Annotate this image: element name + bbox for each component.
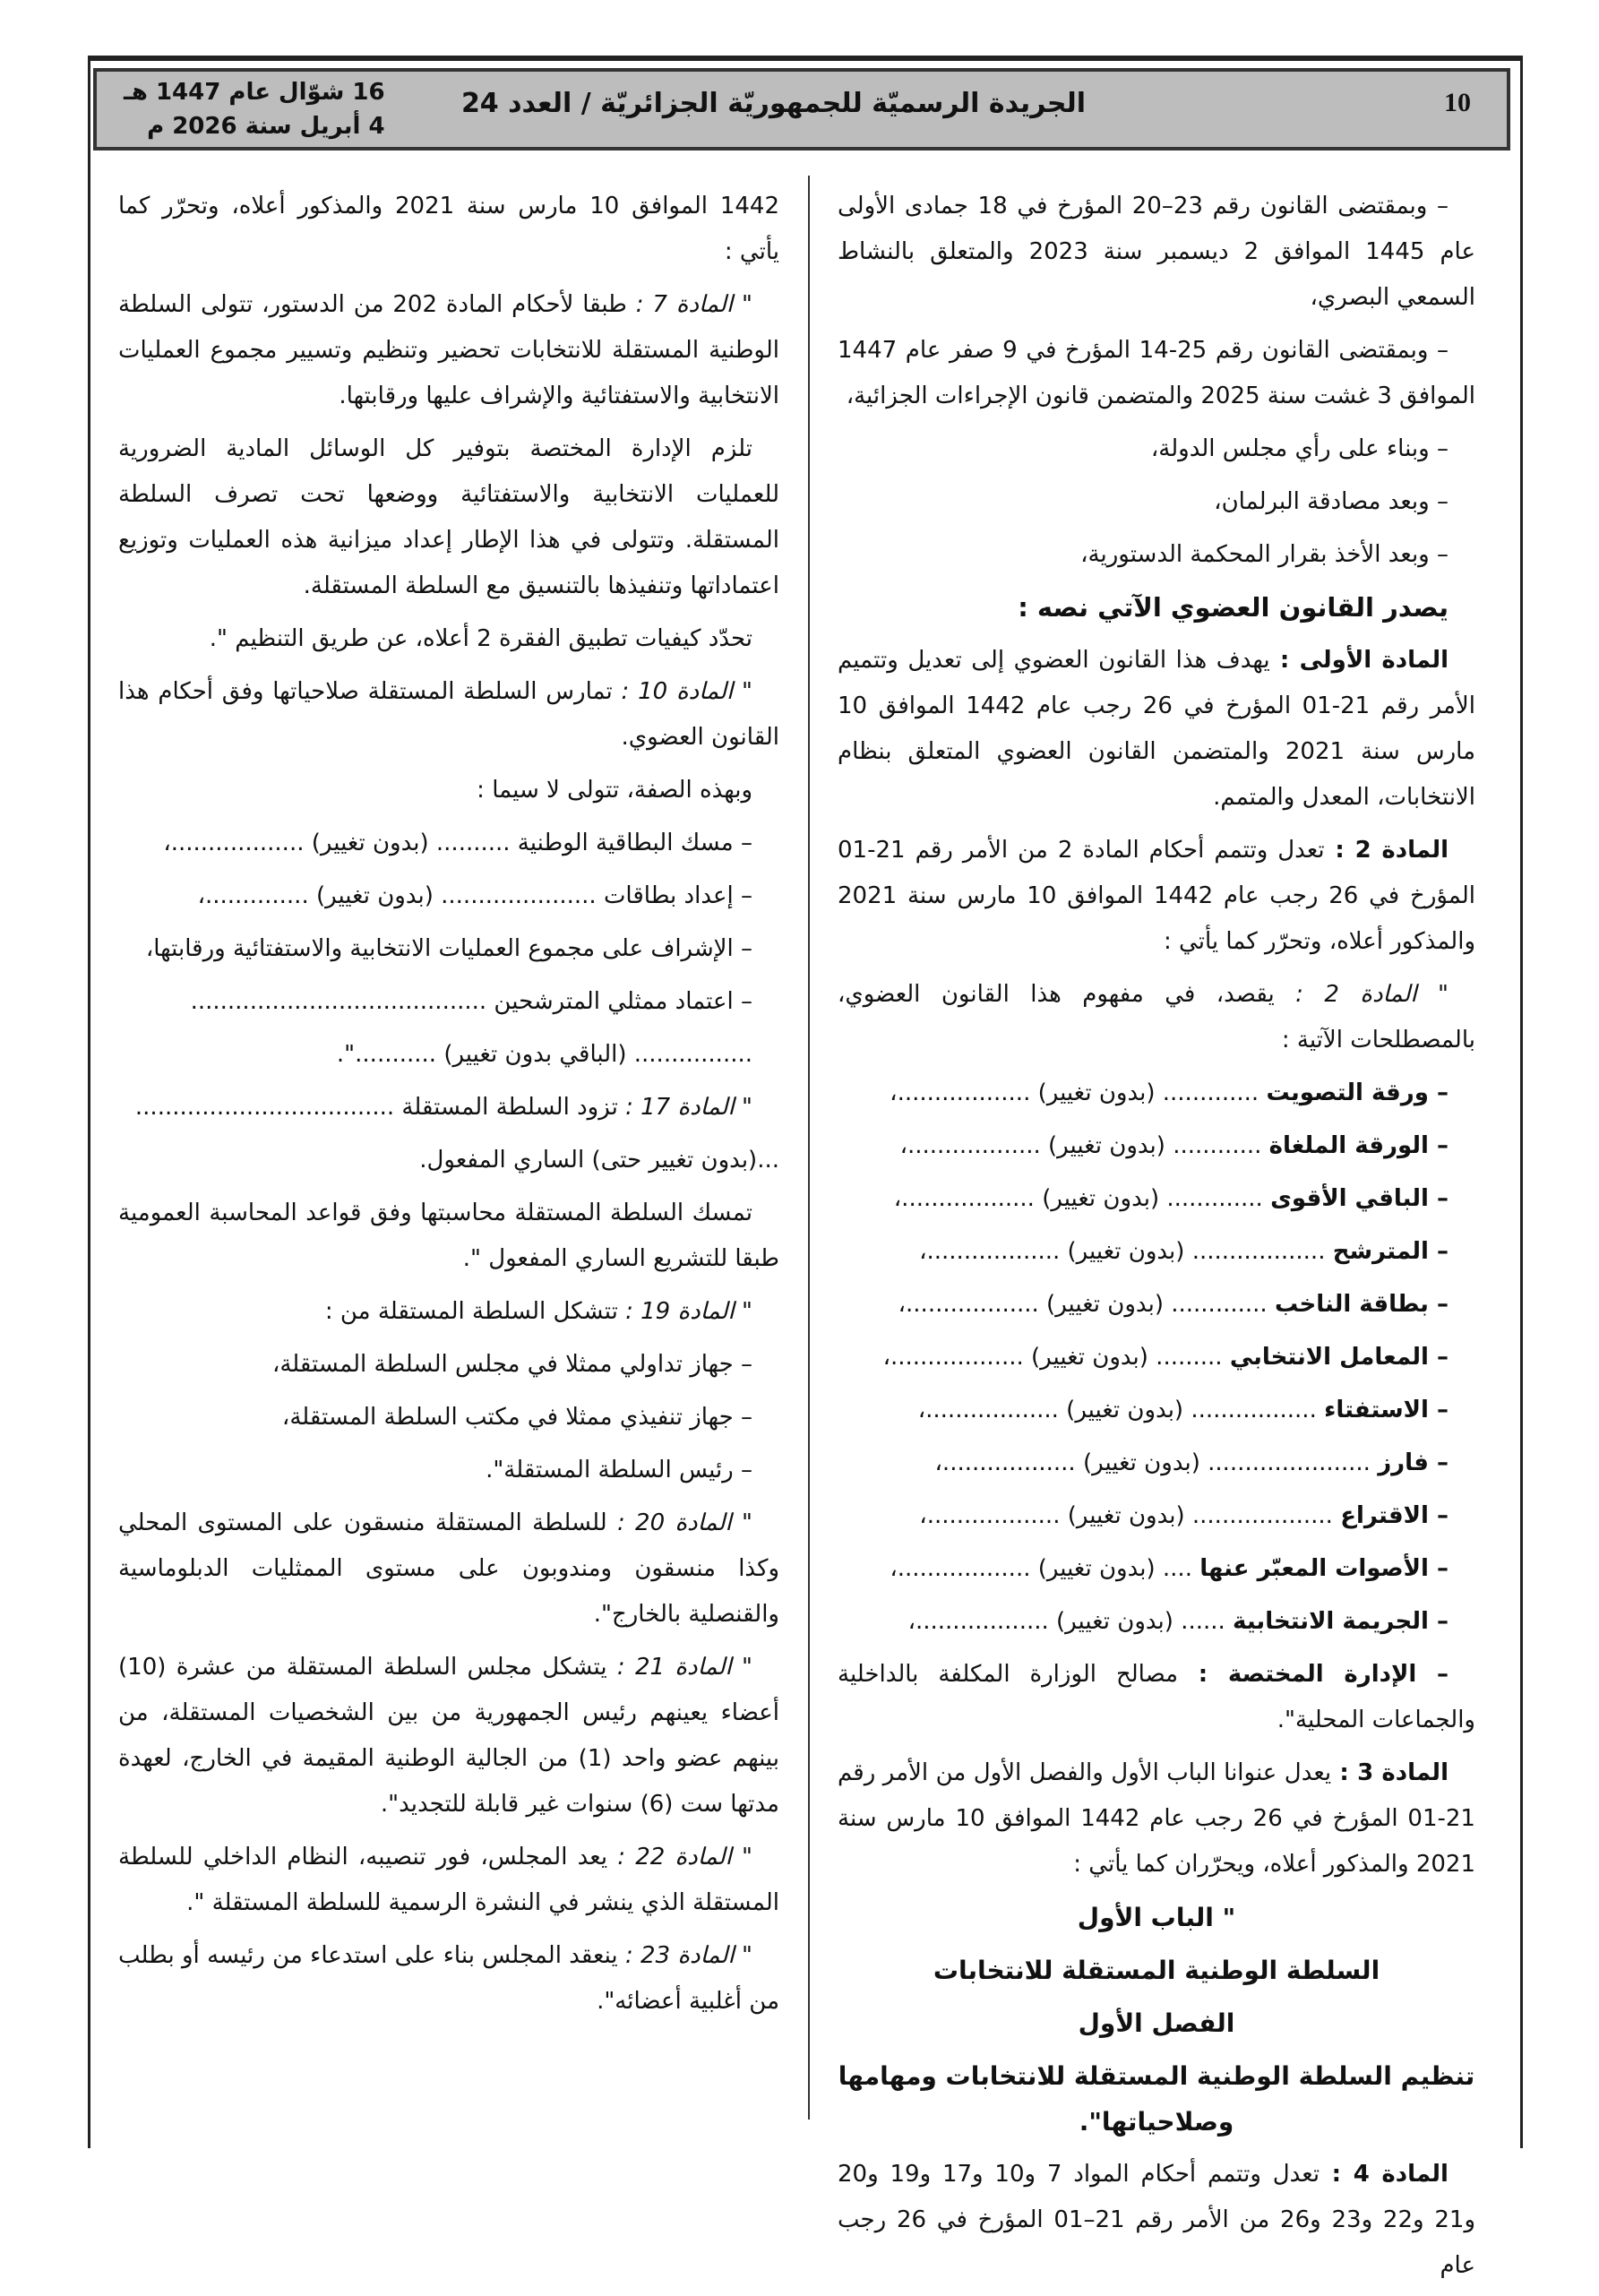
list-item: – اعتماد ممثلي المترشحين ........................................: [190, 988, 752, 1015]
definition-text: ............. (بدون تغيير) ..................،: [898, 1291, 1275, 1318]
definition-item: [838, 1282, 1475, 1328]
article-label: " المادة 2 :: [1274, 981, 1449, 1008]
article-1: [838, 638, 1475, 821]
paragraph: ...(بدون تغيير حتى) الساري المفعول.: [419, 1147, 779, 1174]
definition-term: – ورقة التصويت: [1266, 1079, 1449, 1106]
date-gregorian: 4 أبريل سنة 2026 م: [147, 113, 385, 140]
definition-term: – بطاقة الناخب: [1274, 1291, 1449, 1318]
definition-item: [838, 1493, 1475, 1539]
column-divider: [808, 176, 810, 2120]
definition-text: ............ (بدون تغيير) ..................،: [899, 1132, 1269, 1159]
definition-term: – الأصوات المعبّر عنها: [1199, 1555, 1449, 1582]
article-label: المادة الأولى :: [1269, 647, 1449, 674]
enactment-heading: يصدر القانون العضوي الآتي نصه :: [1018, 592, 1449, 623]
definition-term: – الجريمة الانتخابية: [1233, 1608, 1449, 1635]
article-text: يهدف هذا القانون العضوي إلى تعديل وتتميم الأمر رقم 21-01 المؤرخ في 26 رجب عام 1442 الموافق 10 مارس سنة 2021 والمتضمن القانون العضوي المتعلق بنظام الانتخابات، المعدل والمتمم.: [838, 647, 1475, 811]
article-label: " المادة 19 :: [617, 1298, 752, 1325]
definition-text: ......... (بدون تغيير) ..................،: [882, 1344, 1230, 1371]
paragraph: تحدّد كيفيات تطبيق الفقرة 2 أعلاه، عن طريق التنظيم ".: [209, 625, 752, 652]
paragraph: تلزم الإدارة المختصة بتوفير كل الوسائل المادية الضرورية للعمليات الانتخابية والاستفتائية ووضعها تحت تصرف السلطة المستقلة. وتتولى في هذا الإطار إعداد ميزانية هذه العمليات وتوزيع اعتماداتها وتنفيذها بالتنسيق مع السلطة المستقلة.: [118, 435, 779, 599]
list-item: – مسك البطاقية الوطنية .......... (بدون تغيير) ..................،: [163, 830, 752, 856]
definitions-list: [838, 1071, 1475, 1645]
issue-date: [124, 75, 385, 143]
article-label: المادة 2 :: [1324, 837, 1449, 864]
definition-item: [838, 1599, 1475, 1645]
definition-item: [838, 1071, 1475, 1116]
article-22: [118, 1835, 779, 1926]
article-4: [838, 2152, 1475, 2289]
authority-title: السلطة الوطنية المستقلة للانتخابات: [933, 1956, 1380, 1985]
article-label: " المادة 23 :: [617, 1942, 752, 1969]
definition-text: مصالح الوزارة المكلفة بالداخلية والجماعات المحلية".: [838, 1661, 1475, 1733]
right-column: [838, 184, 1475, 2296]
article-text: ينعقد المجلس بناء على استدعاء من رئيسه أو بطلب من أغلبية أعضائه".: [118, 1942, 779, 2015]
article-10: [118, 669, 779, 761]
chapter-title: الفصل الأول: [1078, 2008, 1235, 2038]
definition-text: ...................... (بدون تغيير) ..................،: [934, 1449, 1379, 1476]
definition-item: [838, 1546, 1475, 1592]
article-text: يعدل عنوانا الباب الأول والفصل الأول من الأمر رقم 21-01 المؤرخ في 26 رجب عام 1442 الموافق 10 مارس سنة 2021 والمذكور أعلاه، ويحرّران كما يأتي :: [838, 1759, 1475, 1878]
list-item: – إعداد بطاقات ..................... (بدون تغيير) ..............،: [197, 882, 752, 909]
article-label: " المادة 21 :: [606, 1654, 752, 1681]
article-text: تمارس السلطة المستقلة صلاحياتها وفق أحكام هذا القانون العضوي.: [118, 678, 779, 751]
article-text: تتشكل السلطة المستقلة من :: [324, 1298, 618, 1325]
definition-item: [838, 1176, 1475, 1222]
article-23: [118, 1933, 779, 2025]
article-label: المادة 4 :: [1320, 2161, 1449, 2188]
article-text: يعد المجلس، فور تنصيبه، النظام الداخلي للسلطة المستقلة الذي ينشر في النشرة الرسمية للسلطة المستقلة ".: [118, 1844, 779, 1916]
article-text: يتشكل مجلس السلطة المستقلة من عشرة (10) أعضاء يعينهم رئيس الجمهورية من بين الشخصيات المستقلة، من بينهم عضو واحد (1) من الجالية الوطنية المقيمة في الخارج، لعهدة مدتها ست (6) سنوات غير قابلة للتجديد".: [118, 1654, 779, 1818]
article-label: " المادة 22 :: [607, 1844, 752, 1870]
definition-term: – المعامل الانتخابي: [1229, 1344, 1449, 1371]
organization-title: تنظيم السلطة الوطنية المستقلة للانتخابات ومهامها وصلاحياتها".: [838, 2061, 1475, 2137]
definition-admin: [838, 1652, 1475, 1743]
article-2-quoted: [838, 972, 1475, 1063]
definition-item: [838, 1440, 1475, 1486]
definition-text: ............. (بدون تغيير) ..................،: [890, 1079, 1267, 1106]
article-label: المادة 3 :: [1331, 1759, 1449, 1786]
definition-term: – الإدارة المختصة :: [1178, 1661, 1449, 1688]
definition-term: – فارز: [1378, 1449, 1449, 1476]
list-item: ................ (الباقي بدون تغيير) ...........".: [336, 1041, 752, 1068]
article-text: يقصد، في مفهوم هذا القانون العضوي، بالمصطلحات الآتية :: [838, 981, 1475, 1053]
definition-item: [838, 1335, 1475, 1380]
article-text: تعدل وتتمم أحكام المادة 2 من الأمر رقم 21-01 المؤرخ في 26 رجب عام 1442 الموافق 10 مارس سنة 2021 والمذكور أعلاه، وتحرّر كما يأتي :: [838, 837, 1475, 955]
article-7: [118, 282, 779, 419]
article-2: [838, 828, 1475, 965]
paragraph: تمسك السلطة المستقلة محاسبتها وفق قواعد المحاسبة العمومية طبقا للتشريع الساري المفعول ".: [118, 1200, 779, 1272]
article-text: تعدل وتتمم أحكام المواد 7 و10 و17 و19 و20 و21 و22 و23 و26 من الأمر رقم 21–01 المؤرخ في 26 رجب عام: [838, 2161, 1475, 2279]
definition-item: [838, 1229, 1475, 1275]
page-number: 10: [1444, 88, 1471, 117]
article-21: [118, 1645, 779, 1827]
article-label: " المادة 20 :: [606, 1509, 752, 1536]
definition-item: [838, 1388, 1475, 1433]
gazette-title: الجريدة الرسميّة للجمهوريّة الجزائريّة / العدد 24: [460, 88, 1086, 119]
paragraph: – وبمقتضى القانون رقم 25-14 المؤرخ في 9 صفر عام 1447 الموافق 3 غشت سنة 2025 والمتضمن قانون الإجراءات الجزائية،: [838, 337, 1475, 409]
date-hijri: 16 شوّال عام 1447 هـ: [124, 79, 385, 106]
article-label: " المادة 10 :: [612, 678, 752, 705]
paragraph: – وبناء على رأي مجلس الدولة،: [1150, 435, 1449, 462]
part-title: " الباب الأول: [1077, 1903, 1236, 1932]
page-header: [93, 68, 1510, 150]
definition-term: – الاستفتاء: [1324, 1397, 1449, 1423]
article-19: [118, 1289, 779, 1335]
article-text: تزود السلطة المستقلة ...................................: [134, 1094, 618, 1121]
paragraph: – وبعد مصادقة البرلمان،: [1214, 488, 1449, 515]
article-17: [118, 1085, 779, 1131]
definition-item: [838, 1123, 1475, 1169]
definition-text: ............. (بدون تغيير) ..................،: [893, 1185, 1271, 1212]
article-20: [118, 1501, 779, 1638]
definition-text: ................... (بدون تغيير) ..................،: [919, 1502, 1341, 1529]
definition-text: .... (بدون تغيير) ..................،: [890, 1555, 1200, 1582]
paragraph: وبهذه الصفة، تتولى لا سيما :: [477, 777, 752, 804]
list-item: – جهاز تنفيذي ممثلا في مكتب السلطة المستقلة،: [281, 1404, 752, 1431]
article-label: " المادة 7 :: [626, 291, 752, 318]
definition-text: ...... (بدون تغيير) ..................،: [907, 1608, 1234, 1635]
definition-text: ................. (بدون تغيير) ..................،: [917, 1397, 1325, 1423]
paragraph: – وبمقتضى القانون رقم 23–20 المؤرخ في 18 جمادى الأولى عام 1445 الموافق 2 ديسمبر سنة 2023 والمتعلق بالنشاط السمعي البصري،: [838, 193, 1475, 311]
left-column: [118, 184, 779, 2032]
definition-term: – الباقي الأقوى: [1270, 1185, 1449, 1212]
article-label: " المادة 17 :: [617, 1094, 752, 1121]
definition-term: – الورقة الملغاة: [1268, 1132, 1449, 1159]
paragraph: – وبعد الأخذ بقرار المحكمة الدستورية،: [1080, 541, 1449, 568]
article-text: طبقا لأحكام المادة 202 من الدستور، تتولى السلطة الوطنية المستقلة للانتخابات تحضير وتنظيم وتسيير مجموع العمليات الانتخابية والاستفتائية والإشراف عليها ورقابتها.: [118, 291, 779, 409]
definition-text: .................. (بدون تغيير) ..................،: [919, 1238, 1333, 1265]
list-item: – رئيس السلطة المستقلة".: [486, 1457, 752, 1483]
list-item: – جهاز تداولي ممثلا في مجلس السلطة المستقلة،: [271, 1351, 752, 1378]
definition-term: – الاقتراع: [1340, 1502, 1449, 1529]
list-item: – الإشراف على مجموع العمليات الانتخابية والاستفتائية ورقابتها،: [145, 935, 752, 962]
article-text: للسلطة المستقلة منسقون على المستوى المحلي وكذا منسقون ومندوبون على مستوى الممثليات الدبلوماسية والقنصلية بالخارج".: [118, 1509, 779, 1628]
article-3: [838, 1750, 1475, 1888]
definition-term: – المترشح: [1332, 1238, 1449, 1265]
paragraph: 1442 الموافق 10 مارس سنة 2021 والمذكور أعلاه، وتحرّر كما يأتي :: [118, 193, 779, 265]
